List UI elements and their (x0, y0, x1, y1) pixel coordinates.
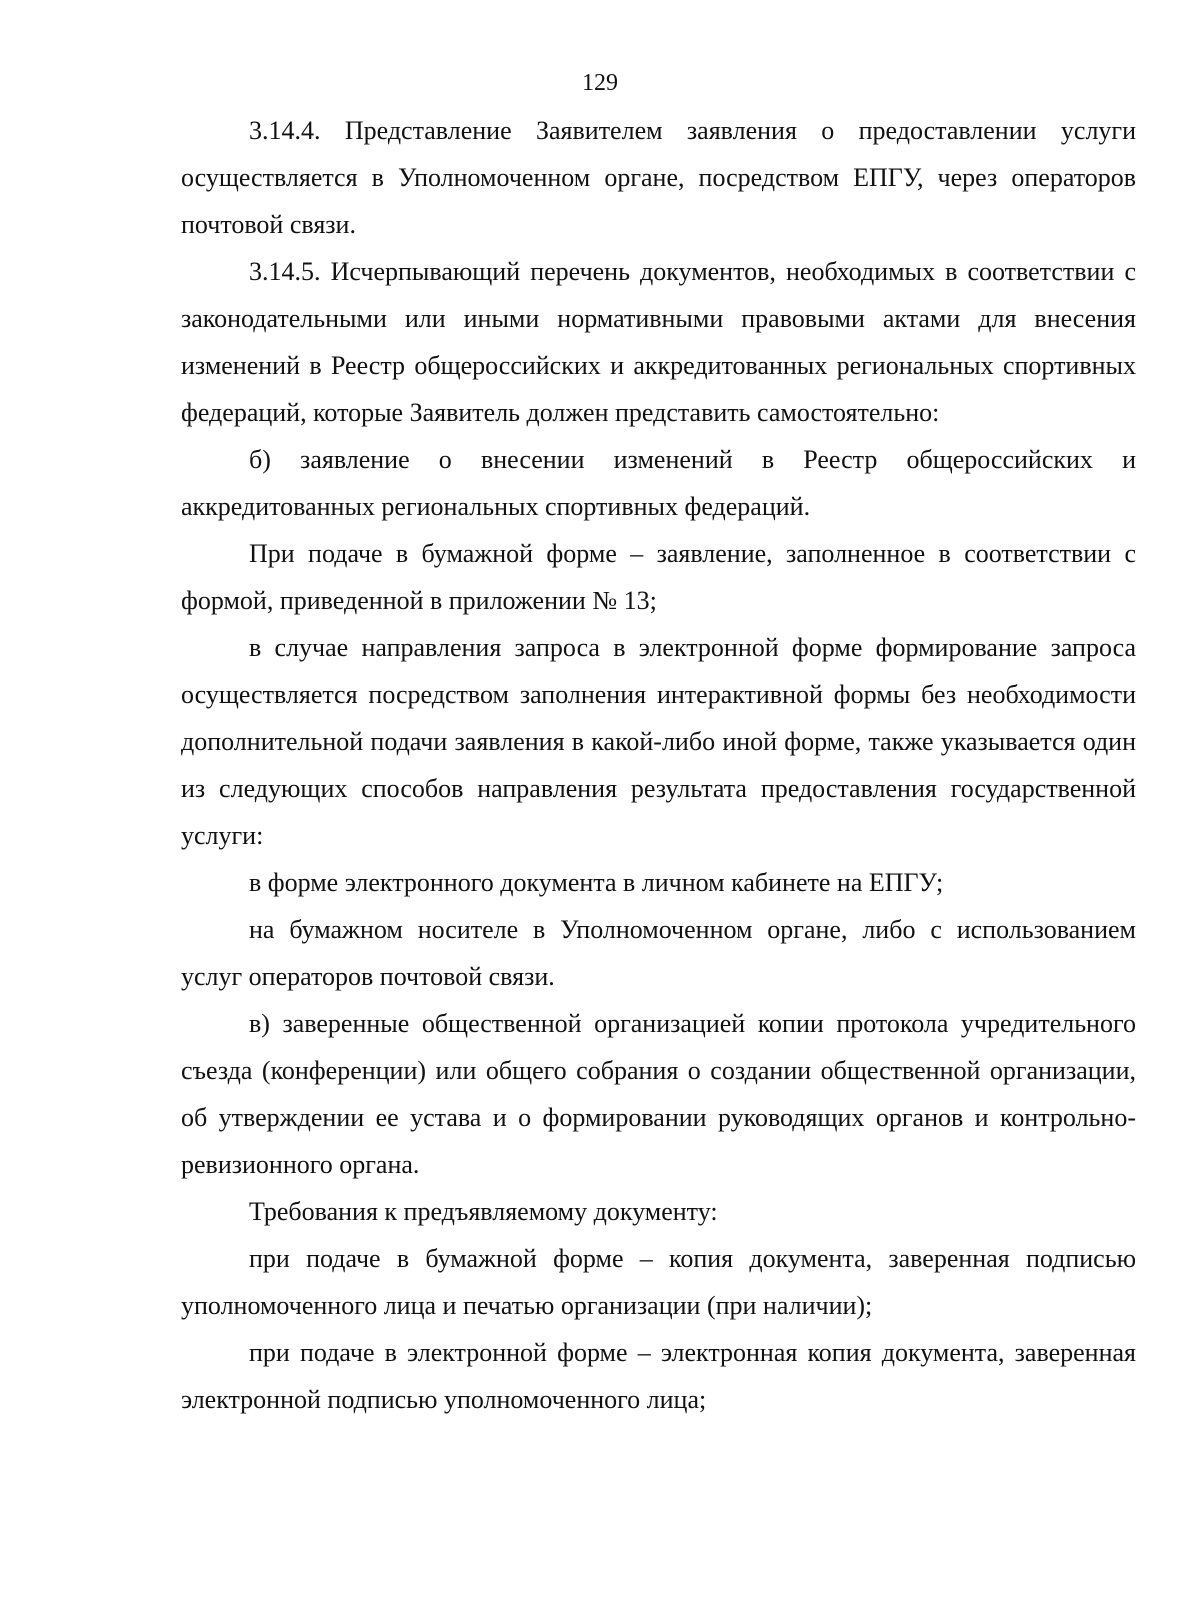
paragraph-paper-carrier: на бумажном носителе в Уполномоченном органе, либо с использованием услуг операторов почтовой связи. (181, 915, 1136, 991)
paragraph-electronic-request: в случае направления запроса в электронной форме формирование запроса осуществляется посредством заполнения интерактивной формы без необходимости дополнительной подачи заявления в какой-либо иной форме, также указывается один из следующих способов направления результата предоставления государственной услуги: (181, 633, 1136, 850)
document-body (181, 107, 1136, 1423)
paragraph-electronic-document: в форме электронного документа в личном кабинете на ЕПГУ; (249, 868, 944, 897)
paragraph-requirements-heading: Требования к предъявляемому документу: (249, 1197, 718, 1226)
paragraph-electronic-copy: при подаче в электронной форме – электронная копия документа, заверенная электронной подписью уполномоченного лица; (181, 1338, 1136, 1414)
paragraph-item-b: б) заявление о внесении изменений в Реестр общероссийских и аккредитованных региональных спортивных федераций. (181, 445, 1136, 521)
paragraph-3-14-5: 3.14.5. Исчерпывающий перечень документов, необходимых в соответствии с законодательными или иными нормативными правовыми актами для внесения изменений в Реестр общероссийских и аккредитованных региональных спортивных федераций, которые Заявитель должен представить самостоятельно: (181, 257, 1136, 427)
paragraph-paper-copy: при подаче в бумажной форме – копия документа, заверенная подписью уполномоченного лица и печатью организации (при наличии); (181, 1244, 1136, 1320)
paragraph-paper-form: При подаче в бумажной форме – заявление, заполненное в соответствии с формой, приведенной в приложении № 13; (181, 539, 1136, 615)
paragraph-item-v: в) заверенные общественной организацией копии протокола учредительного съезда (конференции) или общего собрания о создании общественной организации, об утверждении ее устава и о формировании руководящих органов и контрольно-ревизионного органа. (181, 1009, 1136, 1179)
page-number: 129 (582, 70, 618, 96)
paragraph-3-14-4: 3.14.4. Представление Заявителем заявления о предоставлении услуги осуществляется в Уполномоченном органе, посредством ЕПГУ, через операторов почтовой связи. (181, 116, 1136, 239)
